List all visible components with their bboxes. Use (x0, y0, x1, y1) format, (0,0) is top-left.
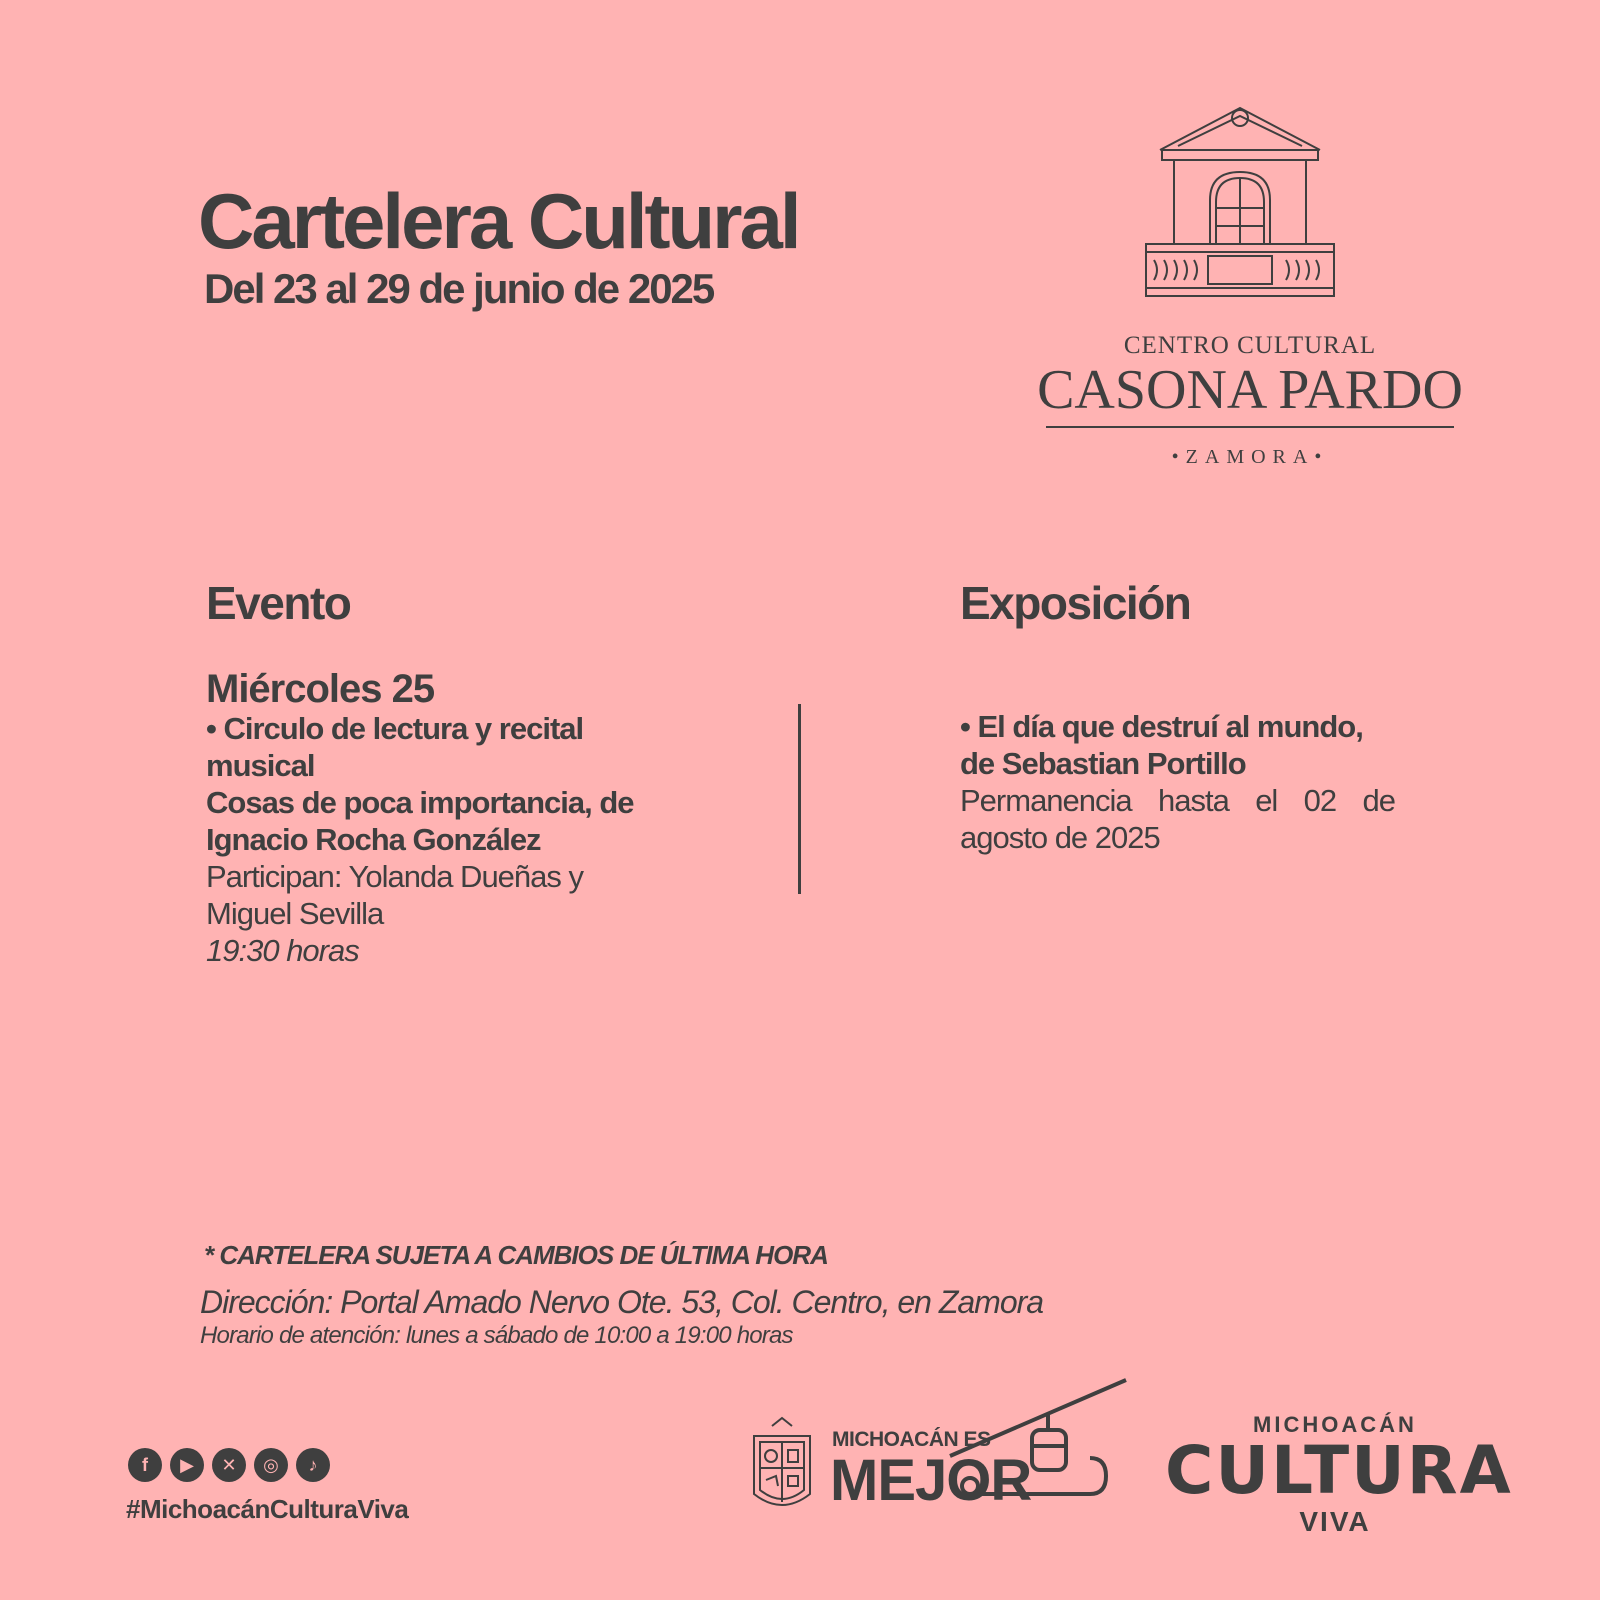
evento-heading: Evento (206, 577, 351, 629)
page-title: Cartelera Cultural (198, 177, 799, 265)
disclaimer-note: * CARTELERA SUJETA A CAMBIOS DE ÚLTIMA HORA (204, 1240, 828, 1270)
evento-work: Cosas de poca importancia, de Ignacio Rocha González (206, 785, 634, 857)
evento-participants: Participan: Yolanda Dueñas y Miguel Sevilla (206, 859, 584, 931)
evento-block (206, 668, 666, 969)
cable-car-icon (940, 1376, 1130, 1516)
address: Dirección: Portal Amado Nervo Ote. 53, Col. Centro, en Zamora (200, 1284, 1044, 1320)
instagram-icon[interactable]: ◎ (254, 1448, 288, 1482)
logo-divider (1046, 426, 1454, 428)
logo-casona-pardo: CASONA PARDO (1037, 359, 1463, 421)
date-range: Del 23 al 29 de junio de 2025 (204, 265, 714, 312)
casona-building-icon (1140, 100, 1340, 300)
coat-of-arms-icon (750, 1416, 814, 1518)
cultura-logo-main: CULTURA (1165, 1432, 1513, 1509)
evento-title: • Circulo de lectura y recital musical (206, 711, 584, 783)
facebook-icon[interactable]: f (128, 1448, 162, 1482)
exposicion-heading: Exposición (960, 577, 1191, 629)
exposicion-note: Permanencia hasta el 02 de agosto de 2025 (960, 783, 1395, 855)
opening-hours: Horario de atención: lunes a sábado de 10:00 a 19:00 horas (200, 1322, 793, 1349)
logo-zamora: •ZAMORA• (1171, 446, 1329, 468)
x-icon[interactable]: ✕ (212, 1448, 246, 1482)
cultura-logo-top: MICHOACÁN (1253, 1412, 1417, 1437)
exposicion-block (960, 708, 1395, 856)
column-divider (798, 704, 801, 894)
gov-logo-top: MICHOACÁN ES (832, 1428, 991, 1451)
tiktok-icon[interactable]: ♪ (296, 1448, 330, 1482)
evento-day: Miércoles 25 (206, 667, 435, 711)
hashtag: #MichoacánCulturaViva (126, 1494, 409, 1524)
social-icons (128, 1448, 330, 1482)
evento-time: 19:30 horas (206, 933, 359, 968)
exposicion-title: • El día que destruí al mundo, de Sebastian Portillo (960, 709, 1363, 781)
gov-logo-mejor: MEJOR (830, 1448, 1032, 1513)
youtube-icon[interactable]: ▶ (170, 1448, 204, 1482)
logo-centro-cultural: CENTRO CULTURAL (1123, 332, 1377, 359)
cultura-logo-bottom: VIVA (1299, 1506, 1371, 1537)
